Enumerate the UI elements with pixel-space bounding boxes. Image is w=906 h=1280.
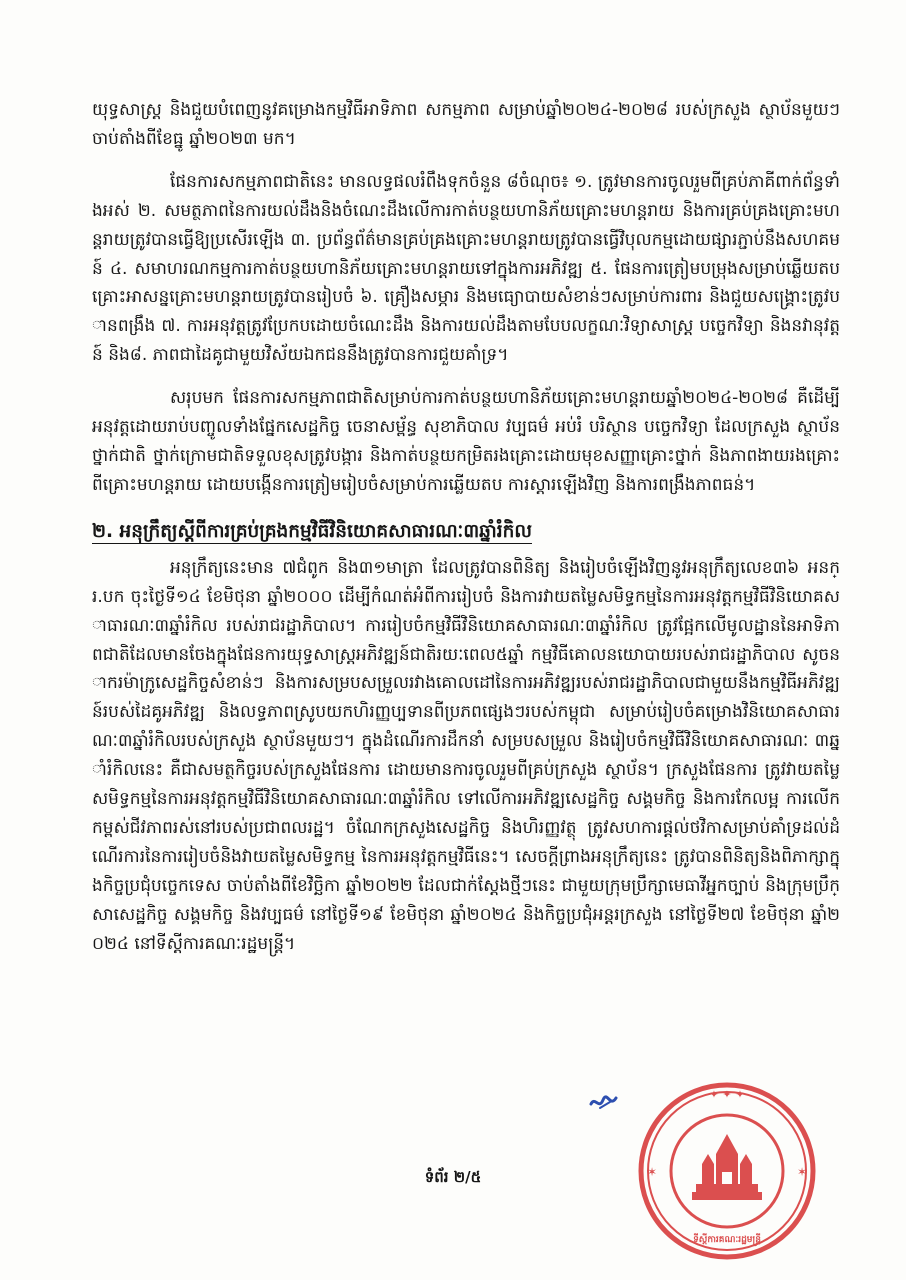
paragraph-expected-results: ផែនការសកម្មភាពជាតិនេះ មានលទ្ធផលរំពឹងទុកចំនួន ៨ចំណុច៖ ១. ត្រូវមានការចូលរួមពីគ្រប់ភាគីពាក់ព័ន្ធទាំងអស់ ២. សមត្ថភាពនៃការយល់ដឹងនិងចំណេះដឹងលើការកាត់បន្ថយហានិភ័យគ្រោះមហន្តរាយ និងការគ្រប់គ្រងគ្រោះមហន្តរាយត្រូវបានធ្វើឱ្យប្រសើរឡើង ៣. ប្រព័ន្ធព័ត៌មានគ្រប់គ្រងគ្រោះមហន្តរាយត្រូវបានធ្វើវិបុលកម្មដោយផ្សារភ្ជាប់នឹងសហគមន៍ ៤. សមាហរណកម្មការកាត់បន្ថយហានិភ័យគ្រោះមហន្តរាយទៅក្នុងការអភិវឌ្ឍ ៥. ផែនការត្រៀមបម្រុងសម្រាប់ឆ្លើយតបគ្រោះអាសន្នគ្រោះមហន្តរាយត្រូវបានរៀបចំ ៦. គ្រឿងសម្ភារ និងមធ្យោបាយសំខាន់ៗសម្រាប់ការពារ និងជួយសង្គ្រោះត្រូវបានពង្រឹង ៧. ការអនុវត្តត្រូវប្រែកបដោយចំណេះដឹង និងការយល់ដឹងតាមបែបលក្ខណៈវិទ្យាសាស្ត្រ បច្ចេកវិទ្យា និងនវានុវត្តន៍ និង៨. ភាពជាដៃគូជាមួយវិស័យឯកជននឹងត្រូវបានការជួយគាំទ្រ។ — [92, 171, 840, 366]
svg-text:ទីស្តីការគណៈរដ្ឋមន្ត្រី: ទីស្តីការគណៈរដ្ឋមន្ត្រី — [693, 1235, 761, 1245]
svg-text:✶: ✶ — [796, 1165, 808, 1179]
section-heading: ២. អនុក្រឹត្យស្តីពីការគ្រប់គ្រងកម្មវិធីវិនិយោគសាធារណៈ៣ឆ្នាំរំកិល — [92, 520, 532, 542]
document-body — [92, 96, 840, 972]
svg-text:✶: ✶ — [646, 1165, 658, 1179]
svg-text:✦ ✦ ✦: ✦ ✦ ✦ — [709, 1088, 745, 1101]
paragraph-sub-decree: អនុក្រឹត្យនេះមាន ៧ជំពូក និង៣១មាត្រា ដែលត្រូវបានពិនិត្យ និងរៀបចំឡើងវិញនូវអនុក្រឹត្យលេខ៣៦ អនក្រ.បក ចុះថ្ងៃទី១៤ ខែមិថុនា ឆ្នាំ២០០០ ដើម្បីកំណត់អំពីការរៀបចំ និងការវាយតម្លៃសមិទ្ធកម្មនៃការអនុវត្តកម្មវិធីវិនិយោគសាធារណៈ៣ឆ្នាំរំកិល របស់រាជរដ្ឋាភិបាល។ ការរៀបចំកម្មវិធីវិនិយោគសាធារណៈ៣ឆ្នាំរំកិល ត្រូវផ្អែកលើមូលដ្ឋាននៃអាទិភាពជាតិដែលមានចែងក្នុងផែនការយុទ្ធសាស្ត្រអភិវឌ្ឍន៍ជាតិរយៈពេល៥ឆ្នាំ កម្មវិធីគោលនយោបាយរបស់រាជរដ្ឋាភិបាល សូចនាករម៉ាក្រូសេដ្ឋកិច្ចសំខាន់ៗ និងការសម្របសម្រួលរវាងគោលដៅនៃការអភិវឌ្ឍរបស់រាជរដ្ឋាភិបាលជាមួយនឹងកម្មវិធីអភិវឌ្ឍន៍របស់ដៃគូអភិវឌ្ឍ និងលទ្ធភាពស្រូបយកហិរញ្ញប្បទានពីប្រភពផ្សេងៗរបស់កម្ពុជា សម្រាប់រៀបចំគម្រោងវិនិយោគសាធារណៈ៣ឆ្នាំរំកិលរបស់ក្រសួង ស្ថាប័នមួយៗ។ ក្នុងដំណើរការដឹកនាំ សម្របសម្រួល និងរៀបចំកម្មវិធីវិនិយោគសាធារណៈ ៣ឆ្នាំរំកិលនេះ គឺជាសមត្ថកិច្ចរបស់ក្រសួងផែនការ ដោយមានការចូលរួមពីគ្រប់ក្រសួង ស្ថាប័ន។ ក្រសួងផែនការ ត្រូវវាយតម្លៃសមិទ្ធកម្មនៃការអនុវត្តកម្មវិធីវិនិយោគសាធារណៈ៣ឆ្នាំរំកិល ទៅលើការអភិវឌ្ឍសេដ្ឋកិច្ច សង្គមកិច្ច និងការកែលម្អ ការលើកកម្ពស់ជីវភាពរស់នៅរបស់ប្រជាពលរដ្ឋ។ ចំណែកក្រសួងសេដ្ឋកិច្ច និងហិរញ្ញវត្ថុ ត្រូវសហការផ្តល់ថវិកាសម្រាប់គាំទ្រដល់ដំណើរការនៃការរៀបចំនិងវាយតម្លៃសមិទ្ធកម្ម នៃការអនុវត្តកម្មវិធីនេះ។ សេចក្តីព្រាងអនុក្រឹត្យនេះ ត្រូវបានពិនិត្យនិងពិភាក្សាក្នុងកិច្ចប្រជុំបច្ចេកទេស ចាប់តាំងពីខែវិច្ឆិកា ឆ្នាំ២០២២ ដែលជាក់ស្តែងថ្មីៗនេះ ជាមួយក្រុមប្រឹក្សាមេធាវីអ្នកច្បាប់ និងក្រុមប្រឹក្សាសេដ្ឋកិច្ច សង្គមកិច្ច និងវប្បធម៌ នៅថ្ងៃទី១៩ ខែមិថុនា ឆ្នាំ២០២៤ និងកិច្ចប្រជុំអន្តរក្រសួង នៅថ្ងៃទី២៧ ខែមិថុនា ឆ្នាំ២០២៤ នៅទីស្តីការគណៈរដ្ឋមន្ត្រី។ — [92, 557, 840, 954]
signature-mark — [588, 1090, 620, 1116]
page-number: ទំព័រ ២/៥ — [424, 1168, 482, 1186]
paragraph-summary: សរុបមក ផែនការសកម្មភាពជាតិសម្រាប់ការកាត់បន្ថយហានិភ័យគ្រោះមហន្តរាយឆ្នាំ២០២៤-២០២៨ គឺដើម្បីអនុវត្តដោយរាប់បញ្ចូលទាំងផ្នែកសេដ្ឋកិច្ច ចេនាសម្ព័ន្ធ សុខាភិបាល វប្បធម៌ អប់រំ បរិស្ថាន បច្ចេកវិទ្យា ដែលក្រសួង ស្ថាប័នថ្នាក់ជាតិ ថ្នាក់ក្រោមជាតិទទួលខុសត្រូវបង្ការ និងកាត់បន្ថយកម្រិតរងគ្រោះដោយមុខសញ្ញាគ្រោះថ្នាក់ និងភាពងាយរងគ្រោះពីគ្រោះមហន្តរាយ ដោយបង្កើនការត្រៀមរៀបចំសម្រាប់ការឆ្លើយតប ការស្តារឡើងវិញ និងការពង្រឹងភាពធន់។ — [92, 388, 840, 495]
paragraph-continuation: យុទ្ធសាស្ត្រ និងជួយបំពេញនូវគម្រោងកម្មវិធីអាទិភាព សកម្មភាព សម្រាប់ឆ្នាំ២០២៤-២០២៨ របស់ក្រសួង ស្ថាប័នមួយៗ ចាប់តាំងពីខែធ្នូ ឆ្នាំ២០២៣ មក។ — [92, 100, 840, 149]
temple-emblem — [692, 1134, 762, 1200]
